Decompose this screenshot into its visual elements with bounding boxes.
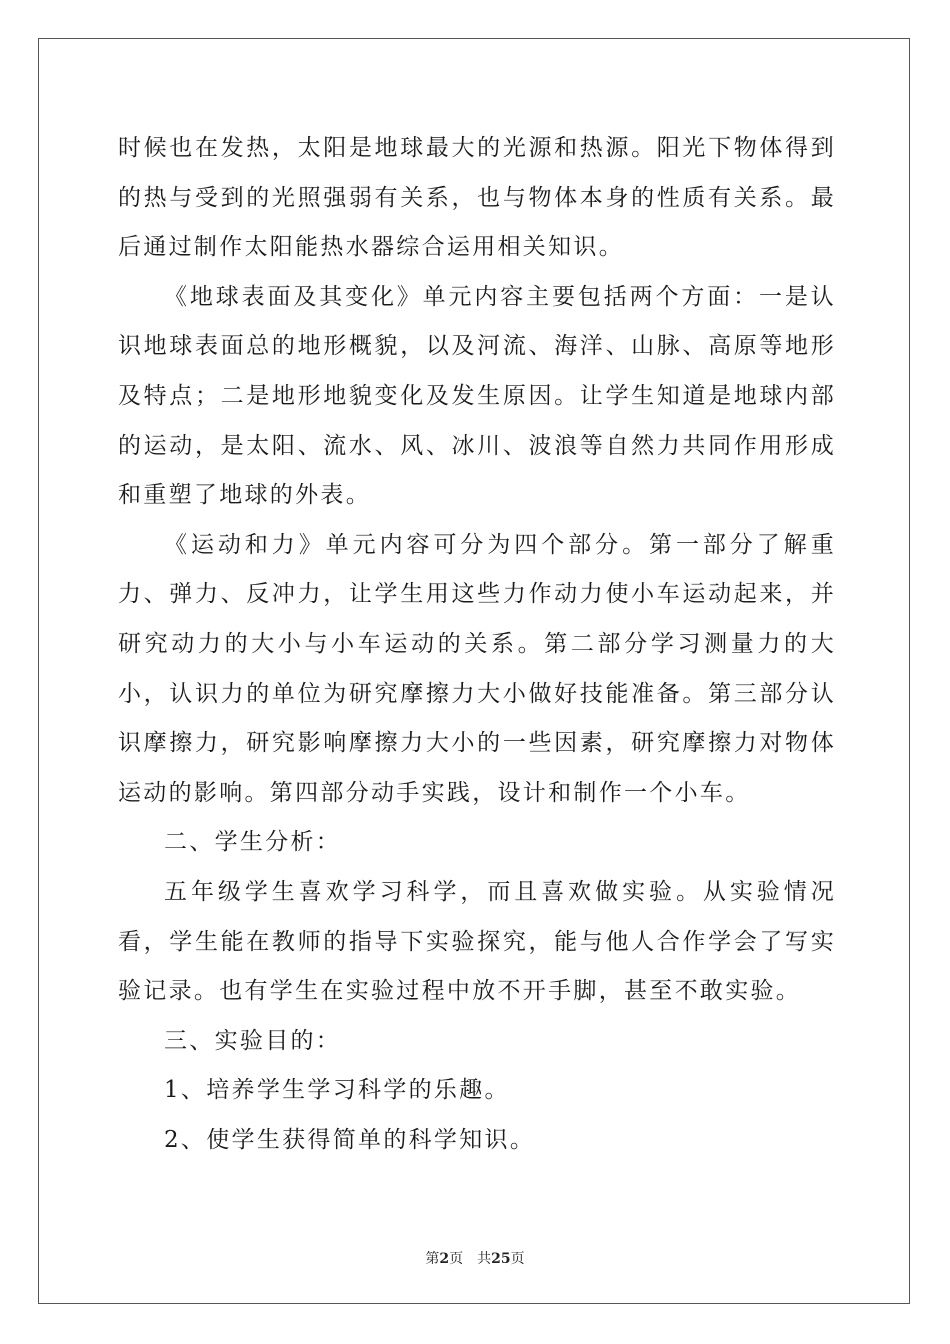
page-footer [0, 1248, 950, 1268]
footer-mid: 页 共 [449, 1251, 492, 1267]
footer-suffix: 页 [510, 1251, 525, 1267]
document-body [118, 124, 836, 1165]
paragraph-student-analysis: 五年级学生喜欢学习科学，而且喜欢做实验。从实验情况看，学生能在教师的指导下实验探究，能与他人合作学会了写实验记录。也有学生在实验过程中放不开手脚，甚至不敢实验。 [118, 878, 836, 1005]
footer-current-page: 2 [439, 1251, 450, 1267]
section-heading-experiment-goals: 三、实验目的： [164, 1027, 342, 1054]
paragraph-motion-force: 《运动和力》单元内容可分为四个部分。第一部分了解重力、弹力、反冲力，让学生用这些力作动力使小车运动起来，并研究动力的大小与小车运动的关系。第二部分学习测量力的大小，认识力的单位为研究摩擦力大小做好技能准备。第三部分认识摩擦力，研究影响摩擦力大小的一些因素，研究摩擦力对物体运动的影响。第四部分动手实践，设计和制作一个小车。 [118, 531, 836, 806]
footer-prefix: 第 [425, 1251, 440, 1267]
list-item-goal-2: 2、使学生获得简单的科学知识。 [164, 1126, 536, 1153]
section-heading-student-analysis: 二、学生分析： [164, 829, 342, 856]
list-item-goal-1: 1、培养学生学习科学的乐趣。 [164, 1077, 510, 1104]
paragraph-earth-surface: 《地球表面及其变化》单元内容主要包括两个方面：一是认识地球表面总的地形概貌，以及河流、海洋、山脉、高原等地形及特点；二是地形地貌变化及发生原因。让学生知道是地球内部的运动，是太阳、流水、风、冰川、波浪等自然力共同作用形成和重塑了地球的外表。 [118, 283, 836, 509]
paragraph-continuation: 时候也在发热，太阳是地球最大的光源和热源。阳光下物体得到的热与受到的光照强弱有关系，也与物体本身的性质有关系。最后通过制作太阳能热水器综合运用相关知识。 [118, 135, 836, 261]
footer-total-pages: 25 [491, 1251, 511, 1267]
